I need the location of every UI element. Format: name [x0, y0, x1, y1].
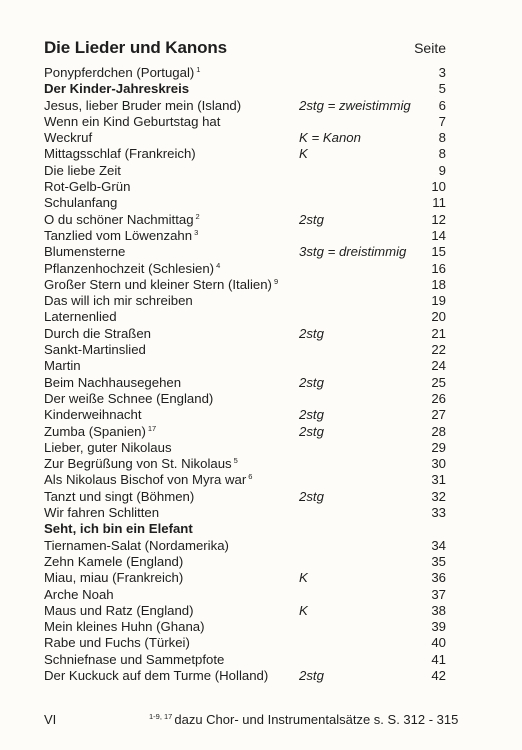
- entry-title-text: Wir fahren Schlitten: [44, 505, 160, 521]
- entry-title: [44, 538, 229, 554]
- toc-entry: [44, 554, 446, 570]
- entry-page-number: 40: [431, 635, 446, 651]
- entry-title: [44, 309, 117, 325]
- entry-title: [44, 65, 200, 81]
- entry-title: [44, 652, 224, 668]
- entry-title: [44, 163, 121, 179]
- entry-page-number: 29: [431, 439, 446, 455]
- entry-note: K: [299, 602, 308, 618]
- footnote: [149, 712, 458, 727]
- entry-title-text: Laternenlied: [44, 309, 117, 325]
- entry-title: [44, 98, 241, 114]
- entry-note: K: [299, 570, 308, 586]
- toc-entry: [44, 98, 446, 114]
- toc-entry: [44, 603, 446, 619]
- entry-title: [44, 521, 193, 537]
- toc-entry: [44, 114, 446, 130]
- entry-page-number: 28: [431, 423, 446, 439]
- entry-title: [44, 570, 183, 586]
- entry-title: [44, 668, 268, 684]
- entry-title: [44, 554, 183, 570]
- entry-page-number: 41: [431, 651, 446, 667]
- entry-title-text: Das will ich mir schreiben: [44, 293, 193, 309]
- entry-title: [44, 603, 194, 619]
- entry-title-text: Pflanzenhochzeit (Schlesien): [44, 260, 215, 276]
- entry-page-number: 34: [431, 537, 446, 553]
- entry-title: [44, 342, 146, 358]
- entry-title-text: Die liebe Zeit: [44, 162, 121, 178]
- toc-entry: [44, 212, 446, 228]
- entry-title-text: Jesus, lieber Bruder mein (Island): [44, 97, 242, 113]
- entry-page-number: 24: [431, 358, 446, 374]
- toc-section-heading: [44, 81, 446, 97]
- entry-title: [44, 440, 172, 456]
- entry-title-text: Schulanfang: [44, 195, 118, 211]
- entry-page-number: 26: [431, 390, 446, 406]
- entry-title-text: Tanzt und singt (Böhmen): [44, 488, 195, 504]
- toc-entry: [44, 244, 446, 260]
- toc-entry: [44, 163, 446, 179]
- entry-title-text: Schniefnase und Sammetpfote: [44, 651, 225, 667]
- entry-page-number: 25: [431, 374, 446, 390]
- entry-page-number: 20: [431, 309, 446, 325]
- entry-title: [44, 179, 130, 195]
- entry-page-number: 36: [431, 570, 446, 586]
- entry-page-number: 11: [432, 195, 446, 211]
- entry-page-number: 30: [431, 456, 446, 472]
- entry-page-number: 3: [438, 65, 446, 80]
- entry-page-number: 5: [438, 81, 446, 97]
- entry-title-text: Zumba (Spanien): [44, 423, 146, 439]
- entry-page-number: 31: [431, 472, 446, 488]
- entry-title: [44, 228, 198, 244]
- entry-page-number: 16: [431, 260, 446, 276]
- entry-note: K = Kanon: [299, 130, 361, 146]
- entry-page-number: 38: [431, 602, 446, 618]
- entry-title-text: O du schöner Nachmittag: [44, 211, 194, 227]
- toc-entry: [44, 391, 446, 407]
- entry-page-number: 18: [431, 276, 446, 292]
- entry-note: 3stg = dreistimmig: [299, 244, 407, 260]
- entry-page-number: 14: [431, 227, 446, 243]
- entry-title-text: Großer Stern und kleiner Stern (Italien): [44, 276, 272, 292]
- entry-note: 2stg: [299, 407, 324, 423]
- entry-note: 2stg: [299, 488, 324, 504]
- toc-entry: [44, 652, 446, 668]
- toc-entry: [44, 472, 446, 488]
- entry-page-number: 10: [431, 179, 446, 195]
- entry-title: [44, 489, 194, 505]
- toc-entry: [44, 668, 446, 684]
- entry-title-text: Tanzlied vom Löwenzahn: [44, 227, 193, 243]
- entry-title-text: Sankt-Martinslied: [44, 342, 146, 358]
- entry-title-text: Weckruf: [44, 130, 93, 146]
- entry-note: 2stg: [299, 423, 324, 439]
- toc-entry: [44, 309, 446, 325]
- entry-title-text: Der Kuckuck auf dem Turme (Holland): [44, 667, 269, 683]
- footnote-ref: 1: [196, 65, 201, 74]
- footnote-text: dazu Chor- und Instrumentalsätze s. S. 312 - 315: [174, 712, 459, 727]
- toc-entry: [44, 505, 446, 521]
- entry-title: [44, 114, 220, 130]
- toc-entry: [44, 424, 446, 440]
- entry-page-number: 8: [438, 130, 446, 146]
- entry-title: [44, 212, 200, 228]
- entry-title-text: Zur Begrüßung von St. Nikolaus: [44, 456, 232, 472]
- entry-title: [44, 358, 81, 374]
- toc-entry: [44, 326, 446, 342]
- entry-title: [44, 456, 238, 472]
- entry-title-text: Als Nikolaus Bischof von Myra war: [44, 472, 247, 488]
- entry-page-number: 33: [431, 505, 446, 521]
- entry-title-text: Miau, miau (Frankreich): [44, 570, 184, 586]
- footnote-ref: 17: [147, 423, 157, 433]
- toc-entry: [44, 635, 446, 651]
- entry-title: [44, 293, 193, 309]
- page-title: Die Lieder und Kanons: [44, 38, 228, 57]
- toc-section-heading: [44, 521, 446, 537]
- entry-title: [44, 244, 125, 260]
- footnote-ref: 2: [195, 211, 200, 221]
- toc-entry: [44, 65, 446, 81]
- toc-entry: [44, 570, 446, 586]
- entry-title-text: Mittagsschlaf (Frankreich): [44, 146, 196, 162]
- toc-entry: [44, 375, 446, 391]
- toc-entry: [44, 277, 446, 293]
- entry-page-number: 12: [431, 211, 446, 227]
- toc-entry: [44, 407, 446, 423]
- entry-title-text: Seht, ich bin ein Elefant: [44, 521, 193, 537]
- entry-note: 2stg: [299, 374, 324, 390]
- toc-entry: [44, 195, 446, 211]
- toc-entry: [44, 293, 446, 309]
- entry-title: [44, 635, 190, 651]
- entry-title-text: Tiernamen-Salat (Nordamerika): [44, 537, 229, 553]
- entry-title-text: Beim Nachhausegehen: [44, 374, 182, 390]
- entry-page-number: 27: [431, 407, 446, 423]
- entry-page-number: 42: [431, 667, 446, 683]
- entry-note: 2stg: [299, 325, 324, 341]
- entry-title-text: Rabe und Fuchs (Türkei): [44, 635, 190, 651]
- entry-title-text: Ponypferdchen (Portugal): [44, 65, 195, 80]
- entry-page-number: 8: [438, 146, 446, 162]
- entry-title-text: Kinderweihnacht: [44, 407, 142, 423]
- entry-title-text: Arche Noah: [44, 586, 114, 602]
- footnote-ref: 9: [273, 276, 279, 286]
- page-column-label: Seite: [414, 40, 446, 56]
- entry-page-number: 19: [431, 293, 446, 309]
- page-number: VI: [44, 712, 57, 727]
- entry-title: [44, 472, 252, 488]
- entry-note: K: [299, 146, 308, 162]
- entry-title-text: Maus und Ratz (England): [44, 602, 194, 618]
- entry-title: [44, 277, 278, 293]
- entry-title: [44, 619, 205, 635]
- toc-list: [44, 65, 446, 684]
- entry-page-number: 22: [431, 342, 446, 358]
- toc-entry: [44, 261, 446, 277]
- entry-page-number: 37: [431, 586, 446, 602]
- toc-entry: [44, 489, 446, 505]
- entry-page-number: 15: [431, 244, 446, 260]
- entry-title-text: Zehn Kamele (England): [44, 553, 184, 569]
- entry-title: [44, 261, 220, 277]
- entry-title: [44, 505, 159, 521]
- toc-entry: [44, 228, 446, 244]
- entry-title: [44, 375, 181, 391]
- entry-title-text: Der Kinder-Jahreskreis: [44, 81, 190, 97]
- entry-title: [44, 146, 196, 162]
- toc-entry: [44, 130, 446, 146]
- toc-entry: [44, 456, 446, 472]
- entry-page-number: 35: [431, 553, 446, 569]
- entry-page-number: 32: [431, 488, 446, 504]
- entry-page-number: 21: [431, 325, 446, 341]
- footnote-ref: 5: [233, 456, 238, 466]
- toc-header: [44, 38, 446, 60]
- entry-title: [44, 587, 114, 603]
- entry-title: [44, 391, 213, 407]
- toc-entry: [44, 619, 446, 635]
- footnote-ref: 3: [194, 227, 199, 237]
- entry-title: [44, 424, 156, 440]
- toc-entry: [44, 358, 446, 374]
- entry-title-text: Durch die Straßen: [44, 325, 152, 341]
- footnote-ref: 6: [248, 472, 253, 482]
- footnote-marker: 1-9, 17: [149, 712, 173, 721]
- entry-title-text: Martin: [44, 358, 81, 374]
- footnote-ref: 4: [216, 260, 221, 270]
- entry-page-number: 7: [438, 113, 446, 129]
- entry-page-number: 9: [438, 162, 446, 178]
- entry-title-text: Rot-Gelb-Grün: [44, 179, 131, 195]
- entry-title-text: Wenn ein Kind Geburtstag hat: [44, 113, 221, 129]
- entry-title-text: Mein kleines Huhn (Ghana): [44, 619, 205, 635]
- toc-entry: [44, 538, 446, 554]
- toc-entry: [44, 179, 446, 195]
- entry-title: [44, 130, 92, 146]
- entry-note: 2stg: [299, 667, 324, 683]
- toc-entry: [44, 146, 446, 162]
- entry-title-text: Der weiße Schnee (England): [44, 390, 214, 406]
- entry-title-text: Lieber, guter Nikolaus: [44, 439, 172, 455]
- entry-note: 2stg: [299, 211, 324, 227]
- toc-entry: [44, 440, 446, 456]
- entry-note: 2stg = zweistimmig: [299, 97, 411, 113]
- entry-title: [44, 407, 142, 423]
- entry-title: [44, 326, 151, 342]
- toc-entry: [44, 587, 446, 603]
- entry-title-text: Blumensterne: [44, 244, 126, 260]
- toc-entry: [44, 342, 446, 358]
- entry-title: [44, 195, 117, 211]
- entry-page-number: 6: [438, 97, 446, 113]
- entry-title: [44, 81, 189, 97]
- entry-page-number: 39: [431, 619, 446, 635]
